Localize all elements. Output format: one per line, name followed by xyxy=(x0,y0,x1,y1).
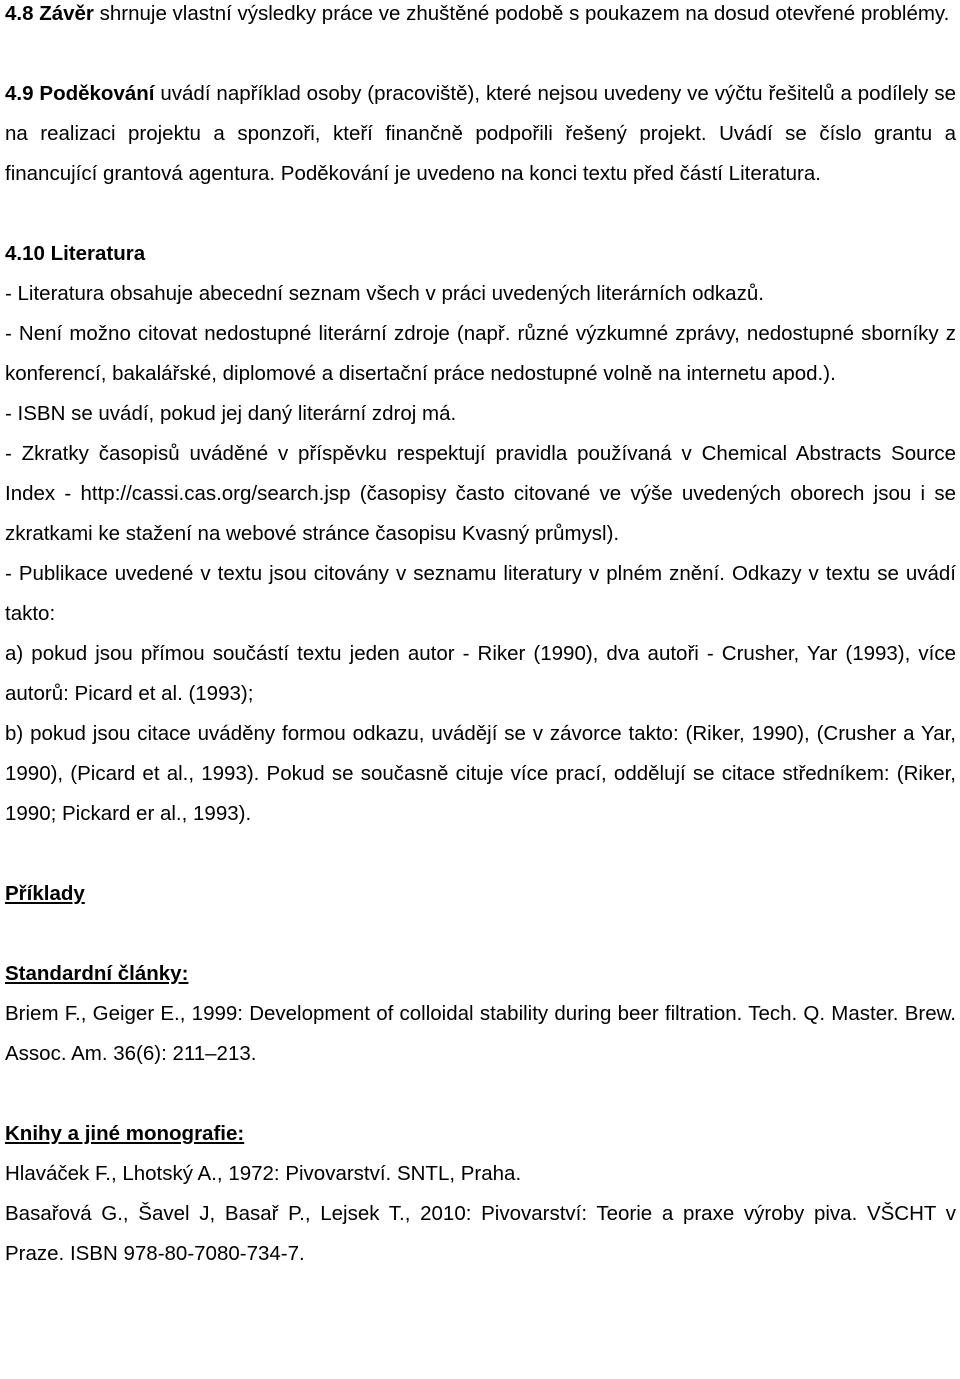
section-4-8 xyxy=(5,0,956,34)
section-4-8-number: 4.8 xyxy=(5,2,34,25)
literature-item: - Zkratky časopisů uváděné v příspěvku respektují pravidla používaná v Chemical Abstracts Source Index - http://cassi.cas.org/search.jsp (časopisy často citované ve výše uvedených oborech jsou i se zkratkami ke stažení na webové stránce časopisu Kvasný průmysl). xyxy=(5,442,956,545)
section-4-9-title: Poděkování xyxy=(39,82,155,105)
section-4-9 xyxy=(5,74,956,194)
literature-item: - ISBN se uvádí, pokud jej daný literární zdroj má. xyxy=(5,402,457,425)
article-reference: Briem F., Geiger E., 1999: Development of colloidal stability during beer filtration. Tech. Q. Master. Brew. Assoc. Am. 36(6): 211–213. xyxy=(5,1002,956,1065)
literature-item: - Není možno citovat nedostupné literární zdroje (např. různé výzkumné zprávy, nedostupné sborníky z konferencí, bakalářské, diplomové a disertační práce nedostupné volně na internetu apod.). xyxy=(5,322,956,385)
literature-item: - Publikace uvedené v textu jsou citovány v seznamu literatury v plném znění. Odkazy v textu se uvádí takto: xyxy=(5,562,956,625)
section-4-9-number: 4.9 xyxy=(5,82,34,105)
literature-item: a) pokud jsou přímou součástí textu jeden autor - Riker (1990), dva autoři - Crusher, Yar (1993), více autorů: Picard et al. (1993); xyxy=(5,642,956,705)
examples-heading: Příklady xyxy=(5,882,85,905)
section-4-9-text: uvádí například osoby (pracoviště), které nejsou uvedeny ve výčtu řešitelů a podílely se na realizaci projektu a sponzoři, kteří finančně podpořili řešený projekt. Uvádí se číslo grantu a financující grantová agentura. Poděkování je uvedeno na konci textu před částí Literatura. xyxy=(5,82,956,185)
literature-item: - Literatura obsahuje abecední seznam všech v práci uvedených literárních odkazů. xyxy=(5,282,764,305)
section-4-8-text: shrnuje vlastní výsledky práce ve zhuštěné podobě s poukazem na dosud otevřené problémy. xyxy=(93,2,950,25)
book-reference: Basařová G., Šavel J, Basař P., Lejsek T., 2010: Pivovarství: Teorie a praxe výroby piva. VŠCHT v Praze. ISBN 978-80-7080-734-7. xyxy=(5,1202,956,1265)
literature-item: b) pokud jsou citace uváděny formou odkazu, uvádějí se v závorce takto: (Riker, 1990), (Crusher a Yar, 1990), (Picard et al., 1993). Pokud se současně cituje více prací, oddělují se citace středníkem: (Riker, 1990; Pickard er al., 1993). xyxy=(5,722,956,825)
book-reference: Hlaváček F., Lhotský A., 1972: Pivovarství. SNTL, Praha. xyxy=(5,1162,522,1185)
document-page xyxy=(5,0,956,1274)
section-4-8-title: Závěr xyxy=(39,2,94,25)
books-heading: Knihy a jiné monografie: xyxy=(5,1122,245,1145)
section-4-10-heading: 4.10 Literatura xyxy=(5,242,146,265)
articles-heading: Standardní články: xyxy=(5,962,189,985)
